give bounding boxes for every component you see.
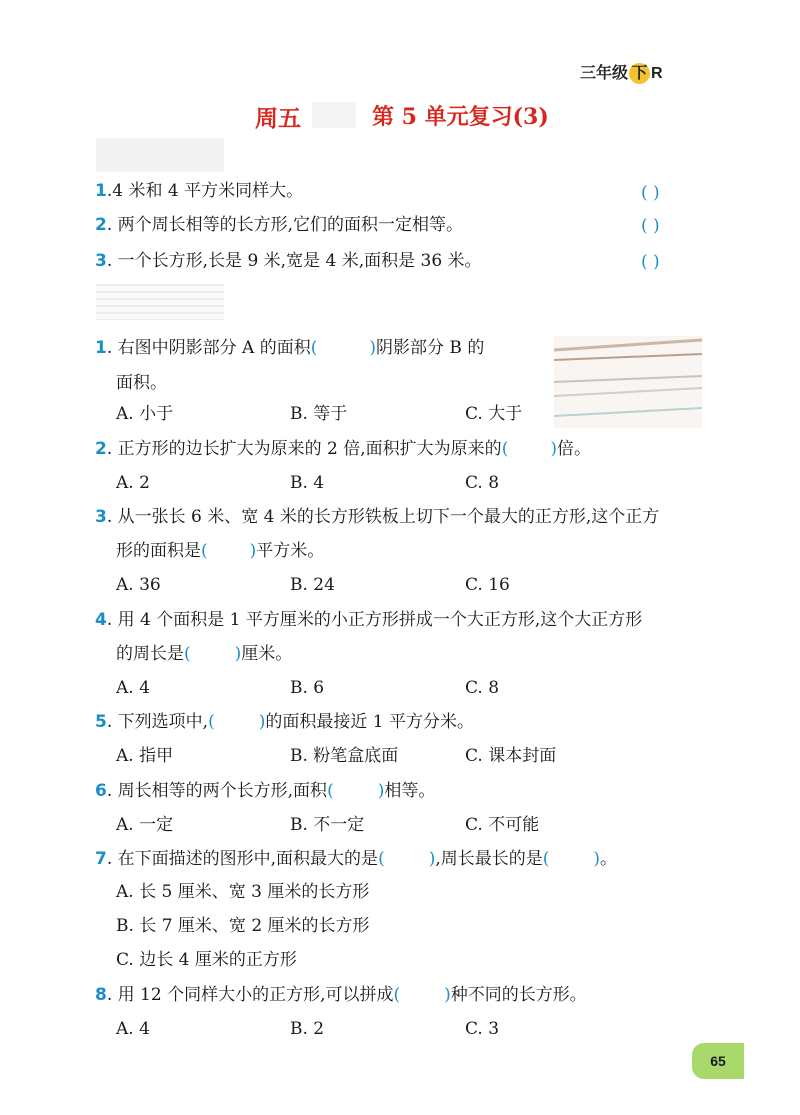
- grade-prefix: 三年级: [580, 65, 629, 82]
- option-c[interactable]: C. 边长 4 厘米的正方形: [116, 950, 297, 970]
- question-text: . 右图中阴影部分 A 的面积: [106, 338, 311, 358]
- paren-close: ): [593, 849, 601, 869]
- paren-open: (: [501, 439, 509, 459]
- judge-answer-2[interactable]: ( ): [641, 216, 660, 236]
- judge-answer-3[interactable]: ( ): [641, 252, 660, 272]
- paren-close: ): [377, 781, 385, 801]
- page-title: [0, 100, 800, 134]
- grade-suffix: R: [651, 65, 663, 82]
- option-b[interactable]: B. 粉笔盒底面: [290, 746, 399, 766]
- paren-open: (: [208, 712, 215, 732]
- option-b[interactable]: B. 长 7 厘米、宽 2 厘米的长方形: [116, 916, 370, 936]
- question-text: ,周长最长的是: [435, 849, 543, 869]
- choice-question-6: [95, 779, 435, 803]
- question-number: 8: [95, 985, 107, 1005]
- title-main: 第 5 单元复习(3): [372, 104, 549, 130]
- choice-question-1-cont: 面积。: [116, 373, 167, 393]
- option-a[interactable]: A. 4: [116, 678, 150, 698]
- shaded-figure-image: [554, 336, 702, 428]
- option-b[interactable]: B. 6: [290, 678, 325, 698]
- paren-open: (: [378, 849, 385, 869]
- question-number: 6: [95, 781, 107, 801]
- question-text: . 周长相等的两个长方形,面积: [106, 781, 328, 801]
- question-text: 的面积最接近 1 平方分米。: [265, 712, 474, 732]
- question-text: . 一个长方形,长是 9 米,宽是 4 米,面积是 36 米。: [106, 251, 482, 271]
- question-text: 厘米。: [241, 644, 293, 664]
- question-text: 倍。: [556, 439, 591, 459]
- question-number: 1: [95, 181, 107, 201]
- option-c[interactable]: C. 大于: [465, 404, 523, 424]
- choice-question-1: [95, 336, 484, 360]
- section-banner-choice: [96, 284, 224, 320]
- paren-open: (: [184, 644, 191, 664]
- option-a[interactable]: A. 长 5 厘米、宽 3 厘米的长方形: [116, 882, 370, 902]
- judge-question-3: [95, 249, 482, 273]
- option-c[interactable]: C. 课本封面: [465, 746, 557, 766]
- question-number: 4: [95, 610, 107, 630]
- question-number: 2: [95, 215, 107, 235]
- question-number: 5: [95, 712, 107, 732]
- choice-question-3-cont: [116, 539, 324, 563]
- choice-question-4-cont: [116, 642, 292, 666]
- question-text: 。: [600, 849, 618, 869]
- option-c[interactable]: C. 16: [465, 575, 510, 595]
- option-c[interactable]: C. 不可能: [465, 815, 540, 835]
- question-number: 2: [95, 439, 107, 459]
- judge-answer-1[interactable]: ( ): [641, 183, 660, 203]
- paren-close: ): [369, 338, 377, 358]
- question-number: 3: [95, 251, 107, 271]
- question-text: 形的面积是: [116, 541, 201, 561]
- option-a[interactable]: A. 指甲: [116, 746, 174, 766]
- question-text: . 下列选项中,: [106, 712, 209, 732]
- option-b[interactable]: B. 不一定: [290, 815, 365, 835]
- option-a[interactable]: A. 4: [116, 1019, 150, 1039]
- choice-question-2: [95, 437, 591, 461]
- paren-open: (: [393, 985, 401, 1005]
- question-text: . 用 4 个面积是 1 平方厘米的小正方形拼成一个大正方形,这个大正方形: [106, 610, 643, 630]
- grade-badge: 下: [629, 63, 650, 84]
- option-a[interactable]: A. 小于: [116, 404, 174, 424]
- question-number: 7: [95, 849, 107, 869]
- paren-close: ): [249, 541, 257, 561]
- choice-question-8: [95, 983, 587, 1007]
- question-text: . 正方形的边长扩大为原来的 2 倍,面积扩大为原来的: [106, 439, 502, 459]
- paren-open: (: [310, 338, 318, 358]
- title-day: 周五: [255, 106, 301, 132]
- question-text: .4 米和 4 平方米同样大。: [106, 181, 304, 201]
- option-a[interactable]: A. 一定: [116, 815, 174, 835]
- question-text: . 用 12 个同样大小的正方形,可以拼成: [106, 985, 394, 1005]
- page-number: 65: [692, 1043, 744, 1079]
- choice-question-7: [95, 847, 617, 871]
- choice-question-4: [95, 608, 642, 632]
- paren-close: ): [234, 644, 242, 664]
- option-c[interactable]: C. 8: [465, 678, 500, 698]
- paren-open: (: [327, 781, 334, 801]
- choice-question-5: [95, 710, 474, 734]
- question-text: . 在下面描述的图形中,面积最大的是: [106, 849, 379, 869]
- paren-close: ): [444, 985, 451, 1005]
- section-banner-judge: [96, 138, 224, 172]
- option-b[interactable]: B. 24: [290, 575, 335, 595]
- judge-question-2: [95, 213, 463, 237]
- option-b[interactable]: B. 2: [290, 1019, 325, 1039]
- paren-close: ): [258, 712, 266, 732]
- option-c[interactable]: C. 3: [465, 1019, 500, 1039]
- question-text: 的周长是: [116, 644, 184, 664]
- question-text: . 两个周长相等的长方形,它们的面积一定相等。: [106, 215, 464, 235]
- question-text: 阴影部分 B 的: [376, 338, 485, 358]
- option-b[interactable]: B. 等于: [290, 404, 348, 424]
- option-b[interactable]: B. 4: [290, 473, 325, 493]
- paren-close: ): [428, 849, 436, 869]
- grade-label: [580, 60, 663, 84]
- question-text: . 从一张长 6 米、宽 4 米的长方形铁板上切下一个最大的正方形,这个正方: [106, 507, 660, 527]
- option-a[interactable]: A. 2: [116, 473, 150, 493]
- question-number: 3: [95, 507, 107, 527]
- question-text: 相等。: [384, 781, 436, 801]
- question-text: 种不同的长方形。: [450, 985, 587, 1005]
- paren-open: (: [542, 849, 550, 869]
- judge-question-1: [95, 179, 303, 203]
- title-decoration: [312, 102, 356, 128]
- paren-open: (: [201, 541, 208, 561]
- option-c[interactable]: C. 8: [465, 473, 500, 493]
- option-a[interactable]: A. 36: [116, 575, 161, 595]
- choice-question-3: [95, 505, 659, 529]
- question-number: 1: [95, 338, 107, 358]
- question-text: 平方米。: [256, 541, 325, 561]
- paren-close: ): [550, 439, 557, 459]
